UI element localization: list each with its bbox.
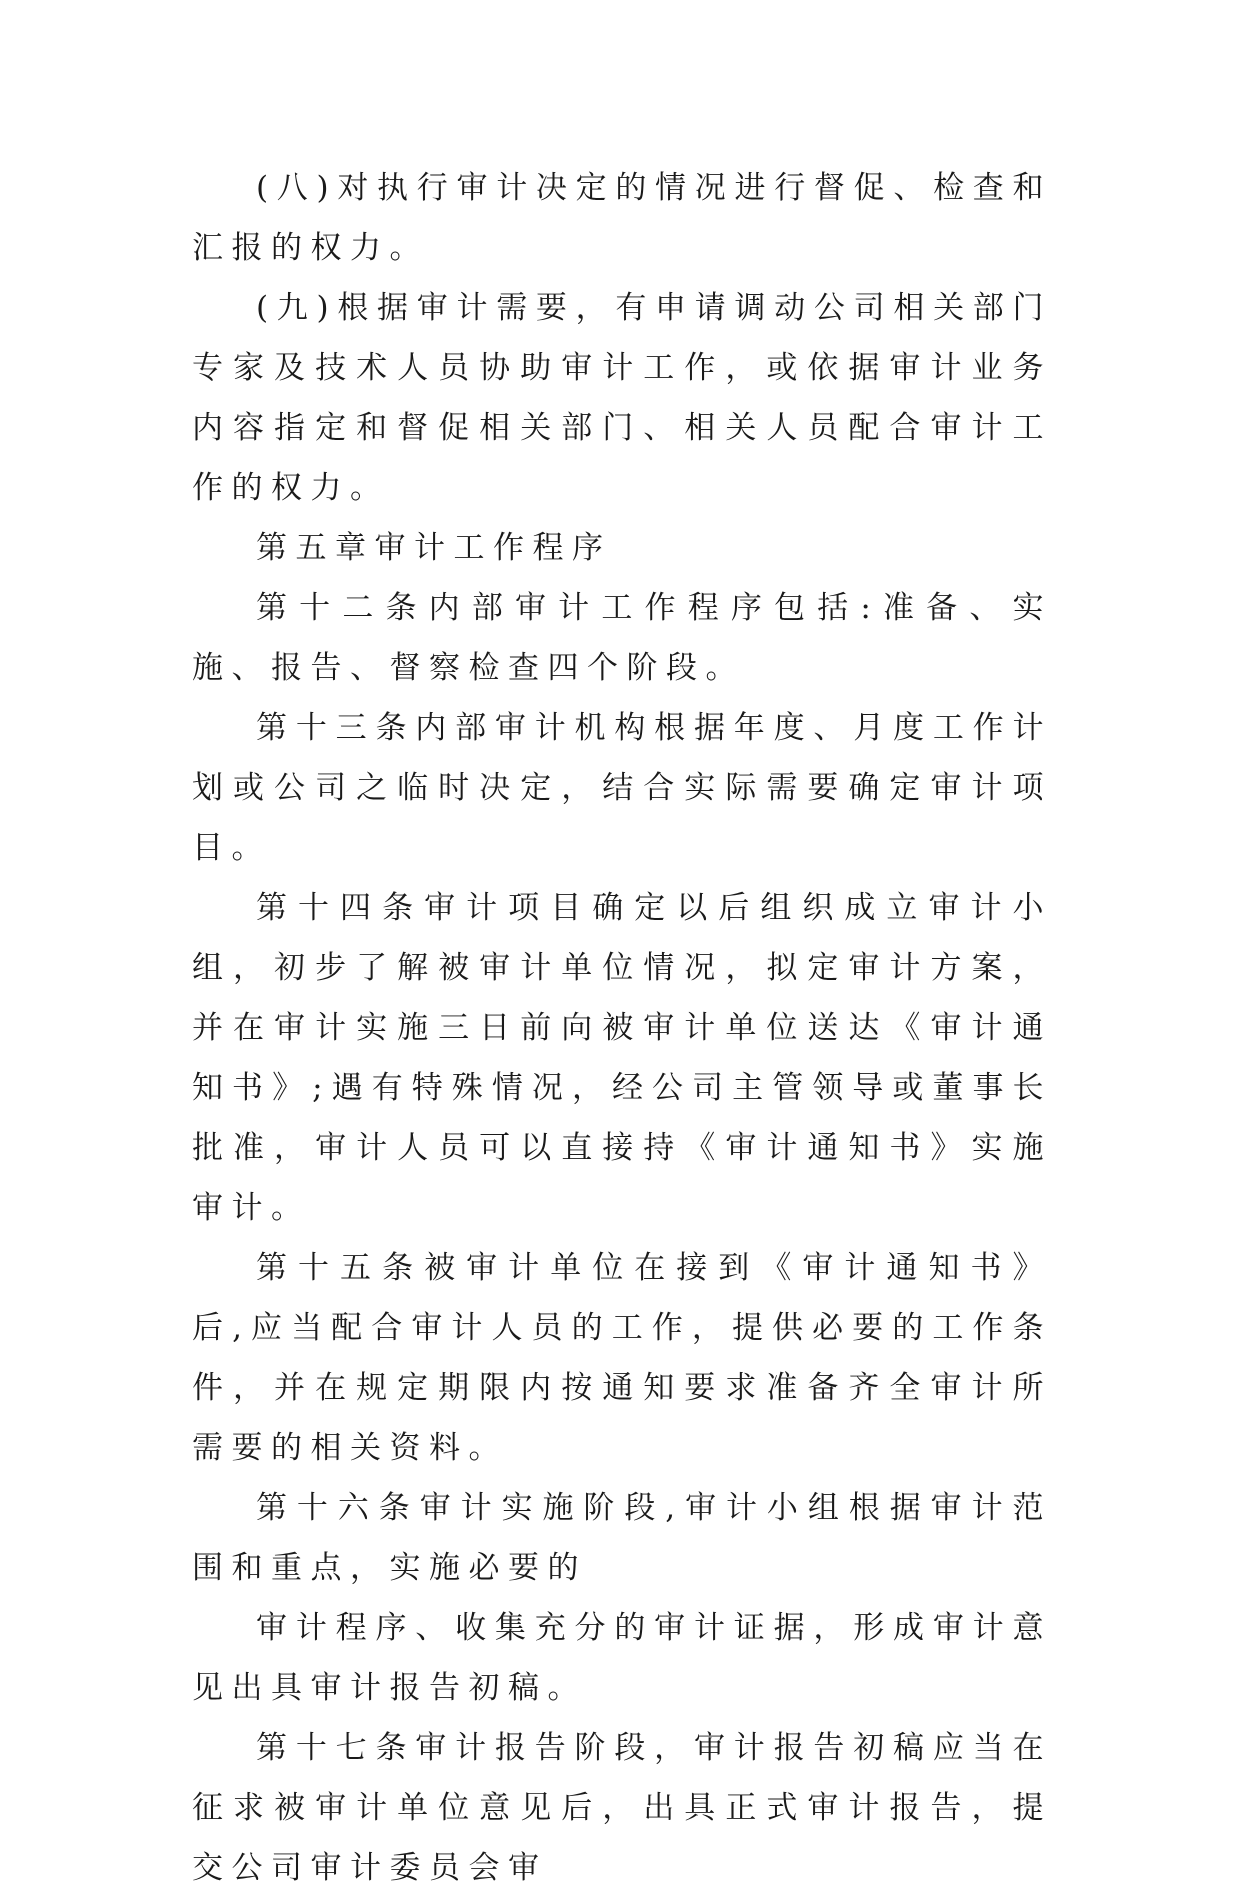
paragraph-article-15: 第十五条被审计单位在接到《审计通知书》后,应当配合审计人员的工作，提供必要的工作条件，并在规定期限内按通知要求准备齐全审计所需要的相关资料。 bbox=[192, 1250, 1052, 1466]
paragraph-article-16: 第十六条审计实施阶段,审计小组根据审计范围和重点，实施必要的 bbox=[192, 1490, 1052, 1586]
paragraph-article-16-cont: 审计程序、收集充分的审计证据，形成审计意见出具审计报告初稿。 bbox=[192, 1610, 1052, 1706]
paragraph-item-8: (八)对执行审计决定的情况进行督促、检查和汇报的权力。 bbox=[192, 170, 1052, 266]
paragraph-article-14: 第十四条审计项目确定以后组织成立审计小组，初步了解被审计单位情况，拟定审计方案，并在审计实施三日前向被审计单位送达《审计通知书》;遇有特殊情况，经公司主管领导或董事长批准，审计人员可以直接持《审计通知书》实施审计。 bbox=[192, 890, 1052, 1226]
paragraph-article-13: 第十三条内部审计机构根据年度、月度工作计划或公司之临时决定，结合实际需要确定审计项目。 bbox=[192, 710, 1052, 866]
paragraph-article-17: 第十七条审计报告阶段，审计报告初稿应当在征求被审计单位意见后，出具正式审计报告，提交公司审计委员会审 bbox=[192, 1730, 1052, 1886]
paragraph-article-12: 第十二条内部审计工作程序包括:准备、实施、报告、督察检查四个阶段。 bbox=[192, 590, 1052, 686]
chapter-heading: 第五章审计工作程序 bbox=[256, 530, 612, 566]
paragraph-item-9: (九)根据审计需要，有申请调动公司相关部门专家及技术人员协助审计工作，或依据审计业务内容指定和督促相关部门、相关人员配合审计工作的权力。 bbox=[192, 290, 1052, 506]
document-body bbox=[192, 158, 1052, 1898]
